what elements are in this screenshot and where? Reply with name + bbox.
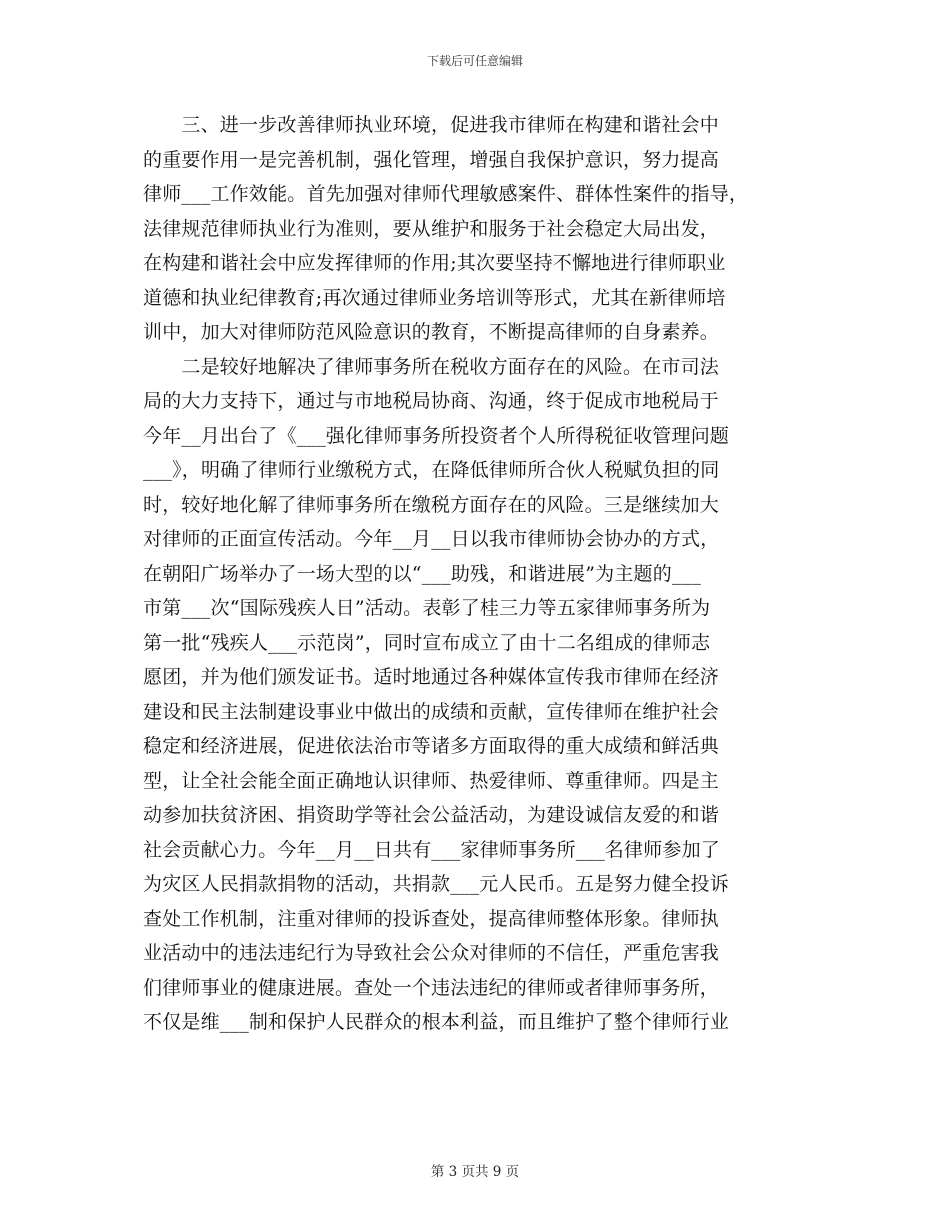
text-line: 在构建和谐社会中应发挥律师的作用;其次要坚持不懈地进行律师职业	[143, 252, 726, 274]
text-line: 查处工作机制，注重对律师的投诉查处，提高律师整体形象。律师执	[143, 907, 720, 930]
text-line: 不仅是维___制和保护人民群众的根本利益，而且维护了整个律师行业	[143, 1011, 729, 1033]
text-line: 今年__月出台了《___强化律师事务所投资者个人所得税征收管理问题	[143, 424, 730, 447]
text-line: 建设和民主法制建设事业中做出的成绩和贡献，宣传律师在维护社会	[143, 700, 720, 723]
text-line: 市第___次“国际残疾人日”活动。表彰了桂三力等五家律师事务所为	[143, 597, 711, 619]
document-body	[143, 108, 823, 1040]
text-line: 为灾区人民捐款捐物的活动，共捐款___元人民币。五是努力健全投诉	[143, 873, 729, 895]
text-line: 局的大力支持下，通过与市地税局协商、沟通，终于促成市地税局于	[143, 390, 720, 412]
text-line: 时，较好地化解了律师事务所在缴税方面存在的风险。三是继续加大	[143, 493, 720, 516]
text-line: 稳定和经济进展，促进依法治市等诸多方面取得的重大成绩和鲜活典	[143, 735, 720, 757]
text-line: 律师___工作效能。首先加强对律师代理敏感案件、群体性案件的指导，	[143, 183, 749, 205]
page-footer: 第 3 页共 9 页	[430, 1164, 520, 1180]
text-line: 训中，加大对律师防范风险意识的教育，不断提高律师的自身素养。	[143, 321, 720, 343]
text-line: 社会贡献心力。今年__月__日共有___家律师事务所___名律师参加了	[143, 838, 721, 861]
text-line: 道德和执业纪律教育;再次通过律师业务培训等形式，尤其在新律师培	[143, 286, 726, 309]
page-header: 下载后可任意编辑	[426, 54, 523, 68]
text-line: 们律师事业的健康进展。查处一个违法违纪的律师或者律师事务所，	[143, 976, 720, 999]
text-line: 二是较好地解决了律师事务所在税收方面存在的风险。在市司法	[143, 355, 720, 378]
text-line: 业活动中的违法违纪行为导致社会公众对律师的不信任，严重危害我	[143, 942, 720, 964]
text-line: ___》，明确了律师行业缴税方式，在降低律师所合伙人税赋负担的同	[143, 459, 720, 481]
text-line: 的重要作用一是完善机制，强化管理，增强自我保护意识，努力提高	[143, 148, 720, 171]
text-line: 动参加扶贫济困、捐资助学等社会公益活动，为建设诚信友爱的和谐	[143, 804, 720, 826]
text-line: 三、进一步改善律师执业环境，促进我市律师在构建和谐社会中	[143, 114, 720, 136]
text-line: 在朝阳广场举办了一场大型的以“___助残，和谐进展”为主题的___	[143, 562, 702, 585]
text-line: 愿团，并为他们颁发证书。适时地通过各种媒体宣传我市律师在经济	[143, 666, 720, 688]
text-line: 对律师的正面宣传活动。今年__月__日以我市律师协会协办的方式，	[143, 528, 720, 550]
text-line: 第一批“残疾人___示范岗”，同时宣布成立了由十二名组成的律师志	[143, 631, 711, 654]
text-line: 型，让全社会能全面正确地认识律师、热爱律师、尊重律师。四是主	[143, 769, 720, 792]
text-line: 法律规范律师执业行为准则，要从维护和服务于社会稳定大局出发，	[143, 217, 720, 240]
